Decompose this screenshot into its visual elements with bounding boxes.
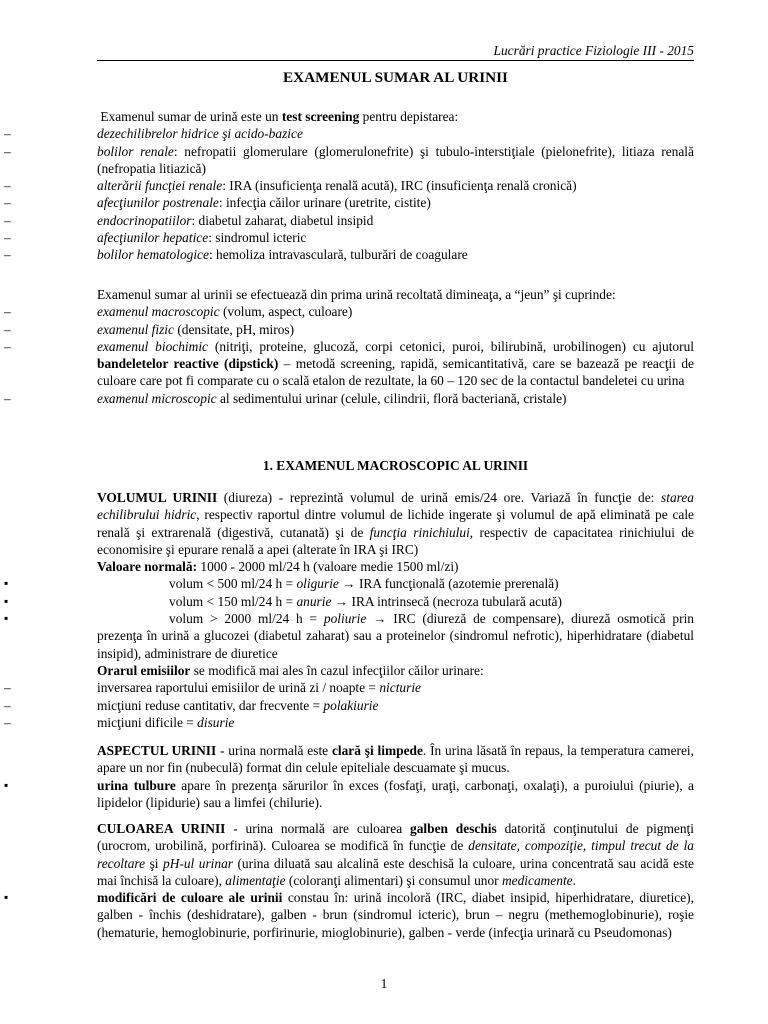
list-item: – afecţiunilor postrenale: infecţia căilor urinare (uretrite, cistite) [97, 194, 694, 211]
list-item: – micţiuni reduse cantitativ, dar frecvente = polakiurie [97, 697, 694, 714]
volume-section [97, 489, 694, 731]
intro-section [97, 108, 694, 264]
running-header: Lucrări practice Fiziologie III - 2015 [97, 43, 694, 61]
list-item: – examenul fizic (densitate, pH, miros) [97, 321, 694, 338]
list-item: – examenul biochimic (nitriţi, proteine, glucoză, corpi cetonici, puroi, bilirubină, urobilinogen) cu ajutorul bandeletelor reactive (dipstick) – metodă screening, rapidă, semicantitativă, care se bazează pe reacţii de culoare care pot fi comparate cu o scală etalon de rezultate, la 60 – 120 sec de la contactul bandeletei cu urina [97, 338, 694, 390]
aspect-section [97, 742, 694, 811]
intro-paragraph: Examenul sumar de urină este un test screening pentru depistarea: [100, 109, 459, 124]
list-item: – afecţiunilor hepatice: sindromul icteric [97, 229, 694, 246]
volume-bullet: ▪ volum > 2000 ml/24 h = poliurie → IRC (diureză de compensare), diureză osmotică prin prezenţa în urină a glucozei (diabetul zaharat) sau a proteinelor (sindromul nefrotic), hiperhidratare (diabetul insipid), administrare de diuretice [97, 610, 694, 662]
list-item: – bolilor hematologice: hemoliza intravasculară, tulburări de coagulare [97, 246, 694, 263]
volume-paragraph: VOLUMUL URINII (diureza) - reprezintă volumul de urină emis/24 ore. Variază în funcţie de: starea echilibrului hidric, respectiv raportul dintre volumul de lichide ingerate şi volumul de apă eliminată pe cale renală şi extrarenală (digestivă, cutanată) şi de funcţia rinichiului, respectiv de capacitatea rinichiului de economisire şi epurare renală a apei (alterate în IRA şi IRC) [97, 490, 694, 557]
page-title: EXAMENUL SUMAR AL URINII [283, 69, 508, 86]
normal-value: Valoare normală: 1000 - 2000 ml/24 h (valoare medie 1500 ml/zi) [97, 559, 459, 575]
list-item: – alterării funcţiei renale: IRA (insuficienţa renală acută), IRC (insuficienţa renală cronică) [97, 177, 694, 194]
volume-bullet: ▪ volum < 500 ml/24 h = oligurie → IRA funcţională (azotemie prerenală) [97, 575, 694, 592]
color-bullet: ▪ modificări de culoare ale urinii constau în: urină incoloră (IRC, diabet insipid, hiperhidratare, diuretice), galben - închis (deshidratare), galben - brun (sindromul icteric), brun – negru (methemoglobinurie), roşie (hematurie, hemoglobinurie, porfirinurie, mioglobinurie), galben - verde (infecţia urinară cu Pseudomonas) [97, 889, 694, 941]
page-number: 1 [380, 976, 388, 991]
list-item: – micţiuni dificile = disurie [97, 714, 694, 731]
aspect-bullet: ▪ urina tulbure apare în prezenţa sărurilor în exces (fosfaţi, uraţi, carbonaţi, oxalaţi), a puroiului (piurie), a lipidelor (lipidurie) sau a limfei (chilurie). [97, 777, 694, 812]
list-item: – examenul microscopic al sedimentului urinar (celule, cilindrii, floră bacteriană, cristale) [97, 390, 694, 407]
list-item: – bolilor renale: nefropatii glomerulare (glomerulonefrite) şi tubulo-interstiţiale (pielonefrite), litiaza renală (nefropatia litiazică) [97, 143, 694, 178]
list-item: – inversarea raportului emisiilor de urină zi / noapte = nicturie [97, 679, 694, 696]
list-item: – dezechilibrelor hidrice şi acido-bazice [97, 125, 694, 142]
aspect-paragraph: ASPECTUL URINII - urina normală este clară şi limpede. În urina lăsată în repaus, la temperatura camerei, apare un nor fin (nubeculă) format din celule epiteliale descuamate şi mucus. [97, 743, 695, 776]
intro-paragraph-2: Examenul sumar al urinii se efectuează din prima urină recoltată dimineaţa, a “jeun” şi cuprinde: [97, 287, 616, 302]
list-item: – endocrinopatiilor: diabetul zaharat, diabetul insipid [97, 212, 694, 229]
section-heading: 1. EXAMENUL MACROSCOPIC AL URINII [262, 458, 529, 473]
screening-list [97, 125, 694, 263]
volume-bullet: ▪ volum < 150 ml/24 h = anurie → IRA intrinsecă (necroza tubulară acută) [97, 593, 694, 610]
intro-part2 [97, 286, 694, 407]
color-paragraph: CULOAREA URINII - urina normală are culoarea galben deschis datorită conţinutului de pigmenţi (urocrom, urobilină, porfirină). Culoarea se modifică în funcţie de densitate, compoziţie, timpul trecut de la recoltare şi pH-ul urinar (urina diluată sau alcalină este deschisă la culoare, urina concentrată sau acidă este mai închisă la culoare), alimentaţie (coloranţi alimentari) şi consumul unor medicamente. [97, 821, 694, 888]
orar-paragraph: Orarul emisiilor se modifică mai ales în cazul infecţiilor căilor urinare: [97, 662, 484, 678]
list-item: – examenul macroscopic (volum, aspect, culoare) [97, 303, 694, 320]
color-section [97, 820, 694, 941]
